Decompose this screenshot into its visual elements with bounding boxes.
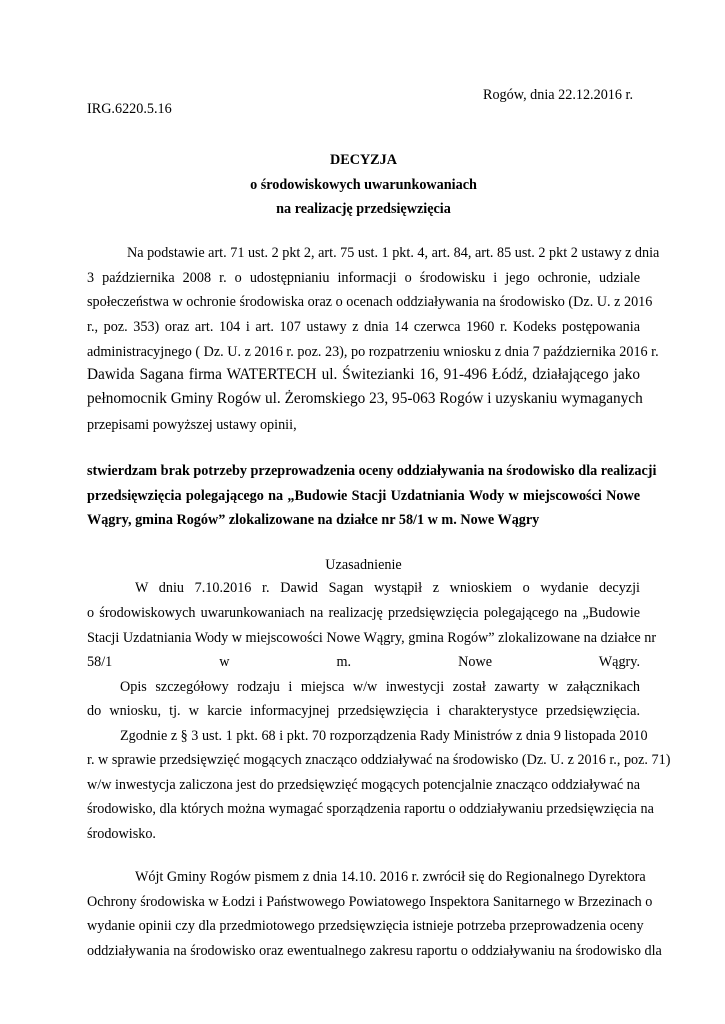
decision-title: DECYZJA — [329, 152, 397, 168]
justification-line: Zgodnie z § 3 ust. 1 pkt. 68 i pkt. 70 rozporządzenia Rady Ministrów z dnia 9 listopada 2010 — [120, 728, 648, 744]
justification-line: 58/1 w m. Nowe Wągry. — [87, 654, 640, 670]
justification-line: o środowiskowych uwarunkowaniach na realizację przedsięwzięcia polegającego na „Budowie — [87, 605, 640, 621]
justification-line: środowisko, dla których można wymagać sporządzenia raportu o oddziaływaniu przedsięwzięcia na — [87, 801, 654, 817]
reference-number: IRG.6220.5.16 — [87, 101, 172, 117]
place-date: Rogów, dnia 22.12.2016 r. — [483, 87, 634, 103]
justification-line: w/w inwestycja zaliczona jest do przedsięwzięć mogących potencjalnie znacząco oddziaływać na — [87, 777, 641, 793]
justification-line: środowisko. — [87, 826, 156, 842]
decision-line: stwierdzam brak potrzeby przeprowadzenia oceny oddziaływania na środowisko dla realizacji — [87, 463, 657, 479]
justification-line: Wójt Gminy Rogów pismem z dnia 14.10. 2016 r. zwrócił się do Regionalnego Dyrektora — [135, 869, 646, 885]
basis-line: przepisami powyższej ustawy opinii, — [87, 417, 297, 433]
basis-line: społeczeństwa w ochronie środowiska oraz o ocenach oddziaływania na środowisko (Dz. U. z 2016 — [87, 294, 653, 310]
justification-line: wydanie opinii czy dla przedmiotowego przedsięwzięcia istnieje potrzeba przeprowadzenia oceny — [87, 918, 644, 934]
basis-line: administracyjnego ( Dz. U. z 2016 r. poz. 23), po rozpatrzeniu wniosku z dnia 7 października 2016 r. — [87, 344, 659, 360]
justification-line: Ochrony środowiska w Łodzi i Państwowego Powiatowego Inspektora Sanitarnego w Brzezinach o — [87, 894, 653, 910]
basis-line: r., poz. 353) oraz art. 104 i art. 107 ustawy z dnia 14 czerwca 1960 r. Kodeks postępowania — [87, 319, 640, 335]
justification-line: do wniosku, tj. w karcie informacyjnej przedsięwzięcia i charakterystyce przedsięwzięcia. — [87, 703, 640, 719]
decision-subtitle-1: o środowiskowych uwarunkowaniach — [250, 177, 477, 193]
justification-line: W dniu 7.10.2016 r. Dawid Sagan wystąpił z wnioskiem o wydanie decyzji — [135, 580, 640, 596]
justification-line: r. w sprawie przedsięwzięć mogących znacząco oddziaływać na środowisko (Dz. U. z 2016 r., poz. 71) — [87, 752, 671, 768]
decision-subtitle-2: na realizację przedsięwzięcia — [276, 201, 451, 217]
basis-line: 3 października 2008 r. o udostępnianiu informacji o środowisku i jego ochronie, udziale — [87, 270, 640, 286]
justification-line: oddziaływania na środowisko oraz ewentualnego zakresu raportu o oddziaływaniu na środowisko dla — [87, 943, 662, 959]
decision-line: Wągry, gmina Rogów” zlokalizowane na działce nr 58/1 w m. Nowe Wągry — [87, 512, 540, 528]
basis-line: Na podstawie art. 71 ust. 2 pkt 2, art. 75 ust. 1 pkt. 4, art. 84, art. 85 ust. 2 pkt 2 ustawy z dnia — [127, 245, 660, 261]
decision-line: przedsięwzięcia polegającego na „Budowie Stacji Uzdatniania Wody w miejscowości Nowe — [87, 488, 640, 504]
justification-line: Stacji Uzdatniania Wody w miejscowości Nowe Wągry, gmina Rogów” zlokalizowane na działce nr — [87, 630, 657, 646]
justification-line: Opis szczegółowy rodzaju i miejsca w/w inwestycji został zawarty w załącznikach — [120, 679, 640, 695]
basis-line: pełnomocnik Gminy Rogów ul. Żeromskiego 23, 95-063 Rogów i uzyskaniu wymaganych — [87, 390, 643, 407]
basis-line: Dawida Sagana firma WATERTECH ul. Świtezianki 16, 91-496 Łódź, działającego jako — [87, 366, 640, 383]
justification-heading: Uzasadnienie — [325, 557, 402, 573]
